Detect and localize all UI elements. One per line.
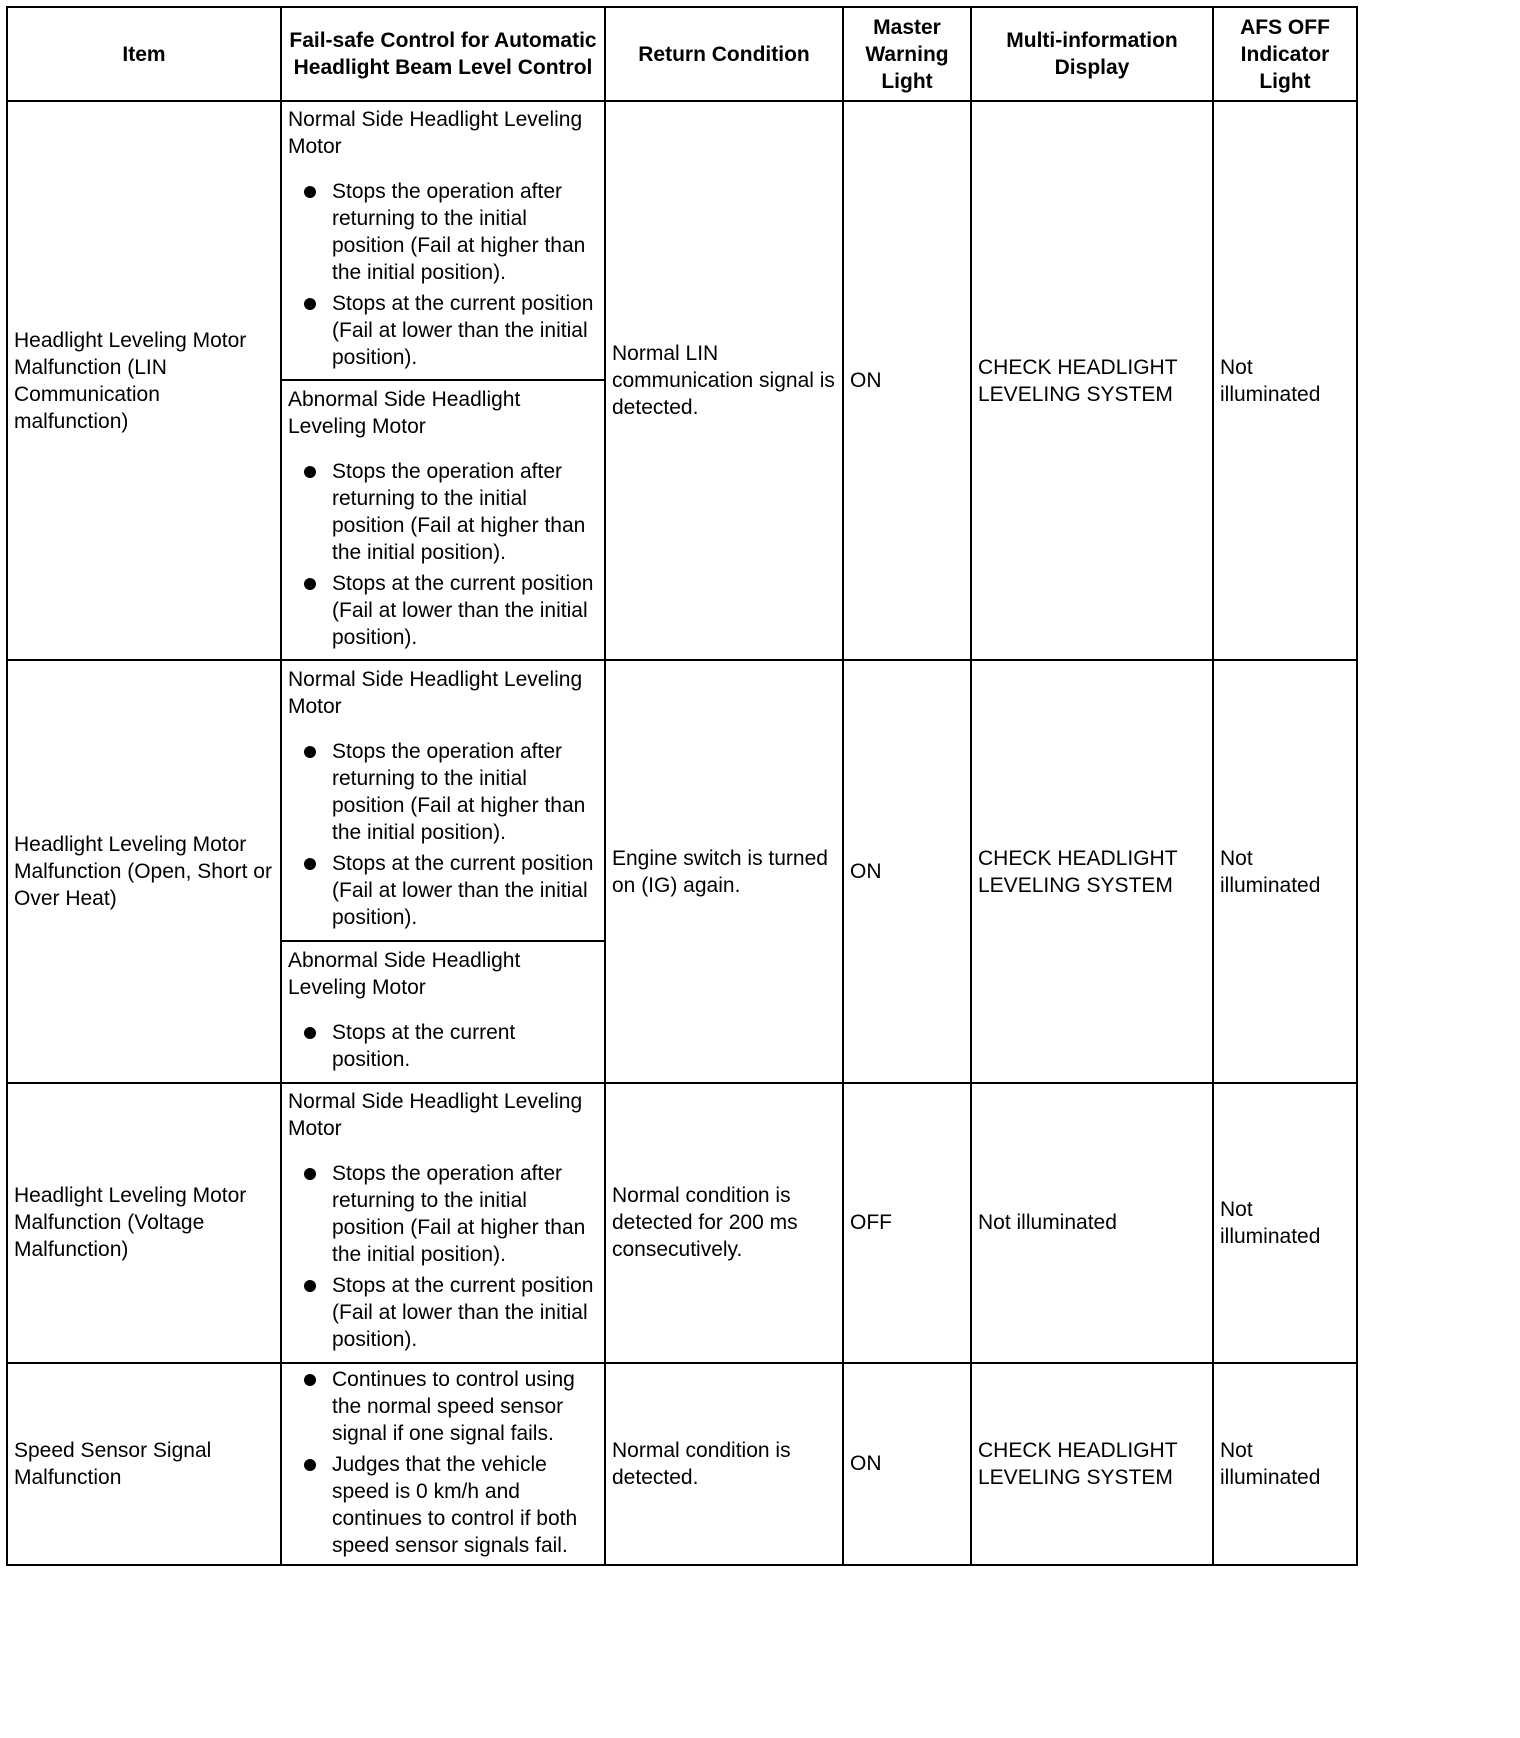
header-multi-information-display: Multi-information Display <box>971 7 1213 101</box>
multi-info-display-cell: CHECK HEADLIGHT LEVELING SYSTEM <box>971 101 1213 660</box>
return-condition-cell: Normal LIN communication signal is detected. <box>605 101 843 660</box>
bullet-list <box>288 178 598 371</box>
normal-side-heading: Normal Side Headlight Leveling Motor <box>288 1090 583 1141</box>
bullet-list <box>288 1366 598 1559</box>
list-item: Stops the operation after returning to the initial position (Fail at higher than the initial position). <box>288 738 598 846</box>
list-item: Stops at the current position (Fail at lower than the initial position). <box>288 850 598 931</box>
failsafe-cell <box>281 1363 605 1565</box>
abnormal-side-heading: Abnormal Side Headlight Leveling Motor <box>288 948 521 999</box>
list-item: Stops the operation after returning to the initial position (Fail at higher than the initial position). <box>288 1160 598 1268</box>
list-item: Stops at the current position (Fail at lower than the initial position). <box>288 570 598 651</box>
table-row <box>7 660 1357 940</box>
return-condition-cell: Normal condition is detected. <box>605 1363 843 1565</box>
header-failsafe: Fail-safe Control for Automatic Headlight Beam Level Control <box>281 7 605 101</box>
master-warning-cell: ON <box>843 660 971 1082</box>
list-item: Stops at the current position (Fail at lower than the initial position). <box>288 290 598 371</box>
multi-info-display-cell: CHECK HEADLIGHT LEVELING SYSTEM <box>971 1363 1213 1565</box>
table-row <box>7 101 1357 380</box>
return-condition-cell: Engine switch is turned on (IG) again. <box>605 660 843 1082</box>
header-afs-off-indicator: AFS OFF Indicator Light <box>1213 7 1357 101</box>
bullet-list <box>288 1160 598 1353</box>
header-item: Item <box>7 7 281 101</box>
failsafe-normal-cell <box>281 1083 605 1363</box>
item-cell: Headlight Leveling Motor Malfunction (Open, Short or Over Heat) <box>7 660 281 1082</box>
list-item: Judges that the vehicle speed is 0 km/h and continues to control if both speed sensor signals fail. <box>288 1451 598 1559</box>
item-cell: Speed Sensor Signal Malfunction <box>7 1363 281 1565</box>
item-cell: Headlight Leveling Motor Malfunction (LIN Communication malfunction) <box>7 101 281 660</box>
header-return-condition: Return Condition <box>605 7 843 101</box>
table-row <box>7 1083 1357 1363</box>
master-warning-cell: ON <box>843 101 971 660</box>
return-condition-cell: Normal condition is detected for 200 ms consecutively. <box>605 1083 843 1363</box>
master-warning-cell: OFF <box>843 1083 971 1363</box>
header-master-warning-light: Master Warning Light <box>843 7 971 101</box>
multi-info-display-cell: Not illuminated <box>971 1083 1213 1363</box>
afs-indicator-cell: Not illuminated <box>1213 101 1357 660</box>
failsafe-normal-cell <box>281 101 605 380</box>
afs-indicator-cell: Not illuminated <box>1213 660 1357 1082</box>
failsafe-normal-cell <box>281 660 605 940</box>
list-item: Stops the operation after returning to the initial position (Fail at higher than the initial position). <box>288 178 598 286</box>
failsafe-abnormal-cell <box>281 941 605 1083</box>
afs-indicator-cell: Not illuminated <box>1213 1083 1357 1363</box>
bullet-list <box>288 458 598 651</box>
list-item: Stops the operation after returning to the initial position (Fail at higher than the initial position). <box>288 458 598 566</box>
multi-info-display-cell: CHECK HEADLIGHT LEVELING SYSTEM <box>971 660 1213 1082</box>
failsafe-table <box>6 6 1358 1566</box>
afs-indicator-cell: Not illuminated <box>1213 1363 1357 1565</box>
list-item: Stops at the current position. <box>288 1019 598 1073</box>
normal-side-heading: Normal Side Headlight Leveling Motor <box>288 108 583 159</box>
list-item: Continues to control using the normal speed sensor signal if one signal fails. <box>288 1366 598 1447</box>
header-row <box>7 7 1357 101</box>
failsafe-abnormal-cell <box>281 380 605 660</box>
bullet-list <box>288 738 598 931</box>
normal-side-heading: Normal Side Headlight Leveling Motor <box>288 667 583 718</box>
bullet-list <box>288 1019 598 1073</box>
table-row <box>7 1363 1357 1565</box>
item-cell: Headlight Leveling Motor Malfunction (Voltage Malfunction) <box>7 1083 281 1363</box>
abnormal-side-heading: Abnormal Side Headlight Leveling Motor <box>288 387 521 438</box>
list-item: Stops at the current position (Fail at lower than the initial position). <box>288 1272 598 1353</box>
master-warning-cell: ON <box>843 1363 971 1565</box>
